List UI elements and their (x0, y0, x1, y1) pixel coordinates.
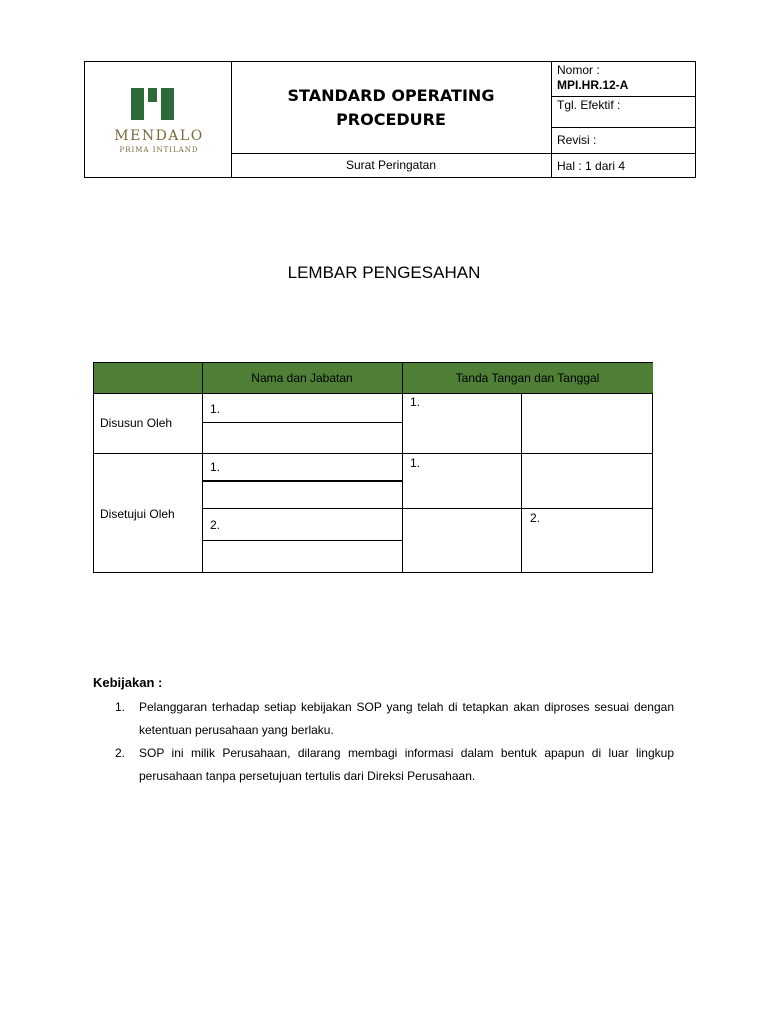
policy-item-number: 1. (115, 700, 126, 714)
policy-item-2-line1: SOP ini milik Perusahaan, dilarang membagi informasi dalam bentuk apapun di luar lingkup (139, 746, 674, 760)
revisi-label: Revisi : (557, 133, 597, 147)
disetujui-sign-number-1: 1. (410, 456, 421, 470)
company-logo (93, 84, 225, 160)
policy-item-2-line2: perusahaan tanpa persetujuan tertulis dari Direksi Perusahaan. (139, 769, 476, 783)
policy-item-1-line1: Pelanggaran terhadap setiap kebijakan SOP yang telah di tetapkan akan diproses sesuai dengan (139, 700, 674, 714)
nomor-value: MPI.HR.12-A (557, 78, 629, 92)
disetujui-label: Disetujui Oleh (100, 507, 175, 521)
disusun-sign-number: 1. (410, 395, 421, 409)
disetujui-name-number-1: 1. (210, 460, 221, 474)
nomor-label: Nomor : (557, 63, 600, 77)
policy-title: Kebijakan : (93, 675, 163, 690)
approval-table (93, 362, 653, 573)
page-counter: Hal : 1 dari 4 (557, 159, 626, 173)
approval-title: LEMBAR PENGESAHAN (287, 263, 481, 282)
disetujui-name-number-2: 2. (210, 518, 221, 532)
policy-item-1-line2: ketentuan perusahaan yang berlaku. (139, 723, 334, 737)
disetujui-sign-number-2: 2. (530, 511, 541, 525)
column-name-position: Nama dan Jabatan (251, 371, 353, 385)
sop-title (232, 84, 550, 132)
tgl-efektif-label: Tgl. Efektif : (557, 98, 621, 112)
disusun-label: Disusun Oleh (100, 416, 173, 430)
sop-title-line2: PROCEDURE (336, 110, 446, 129)
sop-header (84, 61, 696, 178)
column-signature-date: Tanda Tangan dan Tanggal (455, 371, 600, 385)
logo-subtitle: PRIMA INTILAND (119, 146, 199, 154)
policy-item-number: 2. (115, 746, 126, 760)
sop-title-line1: STANDARD OPERATING (287, 86, 495, 105)
disusun-name-number: 1. (210, 402, 221, 416)
document-subject: Surat Peringatan (345, 158, 437, 172)
logo-name: MENDALO (114, 128, 204, 144)
